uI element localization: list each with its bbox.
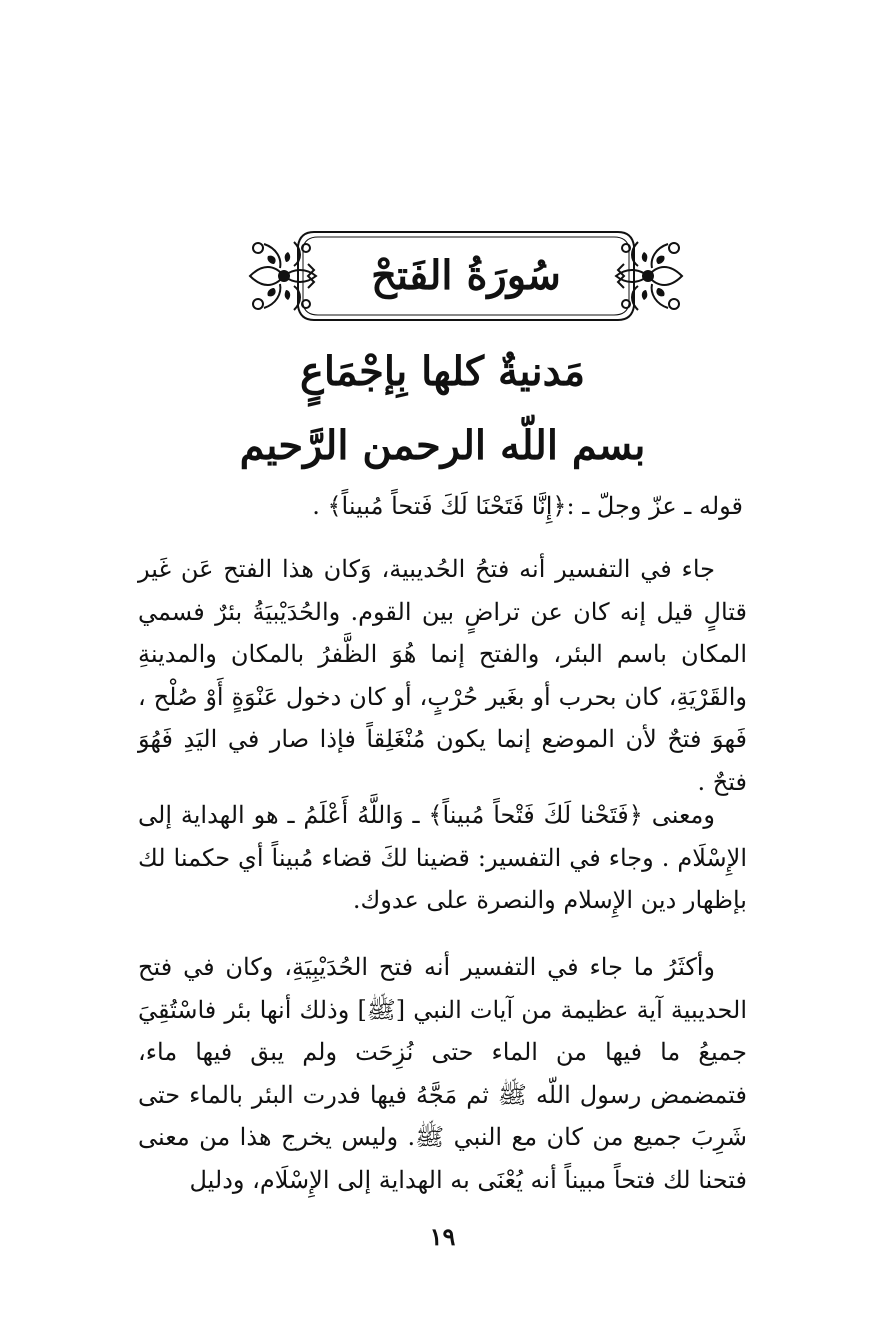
paragraph-text: وأكثَرُ ما جاء في التفسير أنه فتح الحُدَيْبِيَةِ، وكان في فتح الحديبية آية عظيمة من آيات النبي [ﷺ] وذلك أنها بئر فاسْتُقِيَ جميعُ ما فيها من الماء حتى نُزِحَت ولم يبق فيها ماء، فتمضمض رسول اللّه ﷺ ثم مَجَّهُ فيها فدرت البئر بالماء حتى شَرِبَ جميع من كان مع النبي ﷺ. وليس يخرج هذا من معنى فتحنا لك فتحاً مبيناً أنه يُعْنَى به الهداية إلى الإِسْلَام، ودليل	[138, 953, 748, 1194]
floral-ornament-icon	[244, 234, 322, 318]
floral-ornament-icon	[610, 234, 688, 318]
page-number: ١٩	[429, 1222, 456, 1251]
paragraph	[138, 794, 747, 922]
paragraph	[138, 946, 747, 1201]
basmala-heading: بسم اللّه الرحمن الرَّحيم	[239, 422, 646, 469]
paragraph	[138, 548, 747, 803]
paragraph-text: جاء في التفسير أنه فتحُ الحُديبية، وَكان هذا الفتح عَن غَير قتالٍ قيل إنه كان عن تراضٍ بين القوم. والحُدَيْبيَةُ بئرٌ فسمي المكان باسم البئر، والفتح إنما هُوَ الظَّفرُ بالمكان والمدينةِ والقَرْيَةِ، كان بحرب أو بغَير حُرْبٍ، أو كان دخول عَنْوَةٍ أَوْ صُلْح ، فَهوَ فتحٌ لأن الموضع إنما يكون مُنْغَلِقاً فإذا صار في اليَدِ فَهُوَ فتحٌ .	[138, 555, 748, 796]
surah-title: سُورَةُ الفَتحْ	[371, 252, 561, 299]
paragraph-text: ومعنى ﴿فَتَحْنا لَكَ فَتْحاً مُبيناً﴾ ـ وَاللَّهُ أَعْلَمُ ـ هو الهداية إلى الإِسْلَام . وجاء في التفسير: قضينا لكَ قضاء مُبيناً أي حكمنا لك بإظهار دين الإِسلام والنصرة على عدوك.	[138, 801, 747, 914]
surah-title-frame	[244, 228, 688, 324]
revelation-heading: مَدنيةٌ كلها بِإجْمَاعٍ	[299, 348, 586, 395]
verse-intro: قوله ـ عزّ وجلّ ـ :﴿إِنَّا فَتَحْنَا لَكَ فَتحاً مُبيناً﴾ .	[312, 492, 743, 520]
